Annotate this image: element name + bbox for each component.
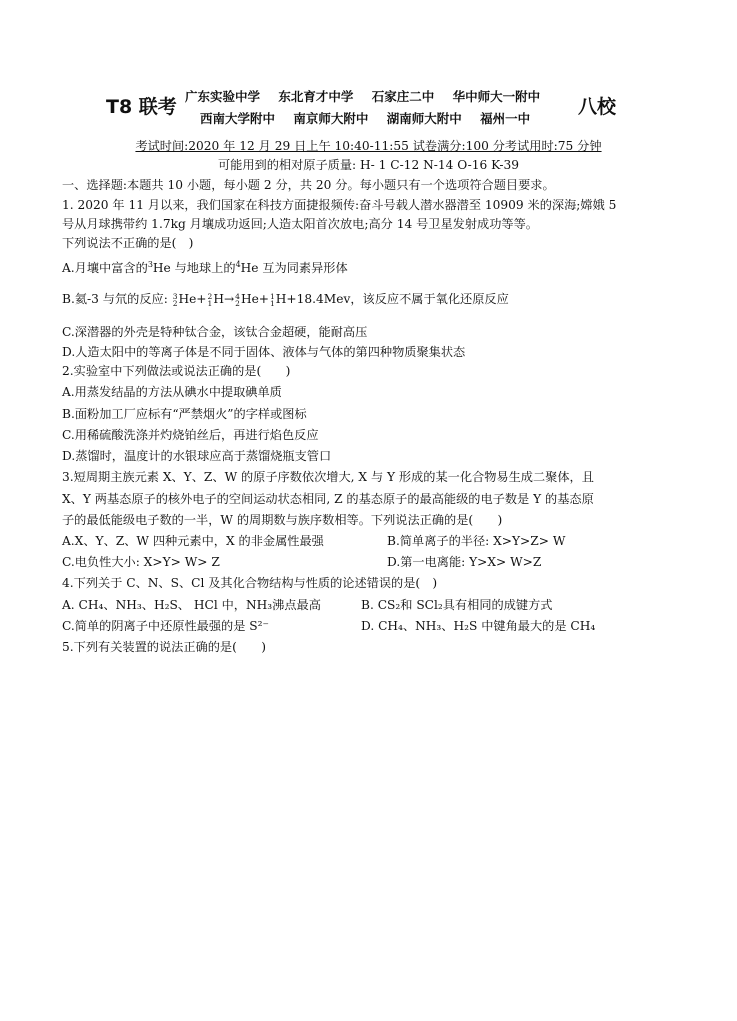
q3-stem-line-2: X、Y 两基态原子的核外电子的空间运动状态相同, Z 的基态原子的最高能级的电子数是 Y 的基态原: [62, 492, 594, 506]
exam-info: 考试时间:2020 年 12 月 29 日上午 10:40-11:55 试卷满分:100 分考试用时:75 分钟: [135, 139, 602, 153]
q3-stem-line-3: 子的最低能级电子数的一半，W 的周期数与族序数相等。下列说法正确的是( ): [62, 513, 503, 527]
q1-stem-line-1: 1. 2020 年 11 月以来，我们国家在科技方面捷报频传:奋斗号载人潜水器潜至 10909 米的深海;嫦娥 5: [62, 198, 617, 212]
exam-series-suffix: 八校: [578, 96, 617, 118]
q4-option-a: A. CH₄、NH₃、H₂S、 HCl 中，NH₃沸点最高: [62, 598, 321, 612]
school-list-row-1: [185, 87, 554, 105]
school-name: 石家庄二中: [371, 89, 435, 104]
q1-option-a: A.月壤中富含的$^3$He 与地球上的$^4$He 互为同素异形体: [62, 260, 348, 276]
q3-option-c: C.电负性大小: X>Y> W> Z: [62, 555, 220, 569]
q3-option-d: D.第一电离能: Y>X> W>Z: [387, 555, 542, 569]
q3-option-a: A.X、Y、Z、W 四种元素中，X 的非金属性最强: [62, 534, 324, 548]
q2-option-c: C.用稀硫酸洗涤并灼烧铂丝后，再进行焰色反应: [62, 428, 319, 442]
q4-stem: 4.下列关于 C、N、S、Cl 及其化合物结构与性质的论述错误的是( ): [62, 576, 438, 590]
nuclide-h2: 2 1: [207, 291, 213, 308]
school-name: 东北育才中学: [278, 89, 354, 104]
nuclide-h1: 1 1: [270, 291, 275, 308]
q2-option-d: D.蒸馏时，温度计的水银球应高于蒸馏烧瓶支管口: [62, 449, 332, 463]
q2-option-a: A.用蒸发结晶的方法从碘水中提取碘单质: [62, 385, 282, 399]
school-name: 南京师大附中: [293, 111, 369, 126]
q1-stem-line-3: 下列说法不正确的是( ): [62, 236, 194, 250]
q1-option-b: B.氦-3 与氘的反应: 3 2He+2 1H→4 2He+1 1H+18.4Mev，该反应不属于氧化还原反应: [62, 291, 509, 308]
school-name: 湖南师大附中: [386, 111, 462, 126]
exam-series-title: T8 联考: [106, 96, 177, 118]
q2-stem: 2.实验室中下列做法或说法正确的是( ): [62, 364, 291, 378]
q2-option-b: B.面粉加工厂应标有“严禁烟火”的字样或图标: [62, 407, 307, 421]
nuclide-he3: 3 2: [172, 291, 178, 308]
q3-stem-line-1: 3.短周期主族元素 X、Y、Z、W 的原子序数依次增大, X 与 Y 形成的某一化合物易生成二聚体，且: [62, 470, 594, 484]
nuclide-he4: 4 2: [235, 291, 240, 308]
q3-option-b: B.简单离子的半径: X>Y>Z> W: [387, 534, 566, 548]
q5-stem: 5.下列有关装置的说法正确的是( ): [62, 640, 266, 654]
q1-stem-line-2: 号从月球携带约 1.7kg 月壤成功返回;人造太阳首次放电;高分 14 号卫星发射成功等等。: [62, 217, 538, 231]
q4-option-d: D. CH₄、NH₃、H₂S 中键角最大的是 CH₄: [361, 619, 596, 633]
school-name: 福州一中: [480, 111, 531, 126]
atomic-masses: 可能用到的相对原子质量: H- 1 C-12 N-14 O-16 K-39: [217, 158, 520, 172]
school-name: 西南大学附中: [200, 111, 276, 126]
q1-option-c: C.深潜器的外壳是特种钛合金，该钛合金超硬，能耐高压: [62, 325, 368, 339]
q4-option-b: B. CS₂和 SCl₂具有相同的成键方式: [361, 598, 553, 612]
q1-option-d: D.人造太阳中的等离子体是不同于固体、液体与气体的第四种物质聚集状态: [62, 345, 466, 359]
school-name: 广东实验中学: [185, 89, 261, 104]
q4-option-c: C.简单的阴离子中还原性最强的是 S²⁻: [62, 619, 269, 633]
school-list-row-2: [200, 109, 544, 127]
school-name: 华中师大一附中: [452, 89, 541, 104]
section-title: 一、选择题:本题共 10 小题，每小题 2 分，共 20 分。每小题只有一个选项符合题目要求。: [62, 178, 555, 192]
